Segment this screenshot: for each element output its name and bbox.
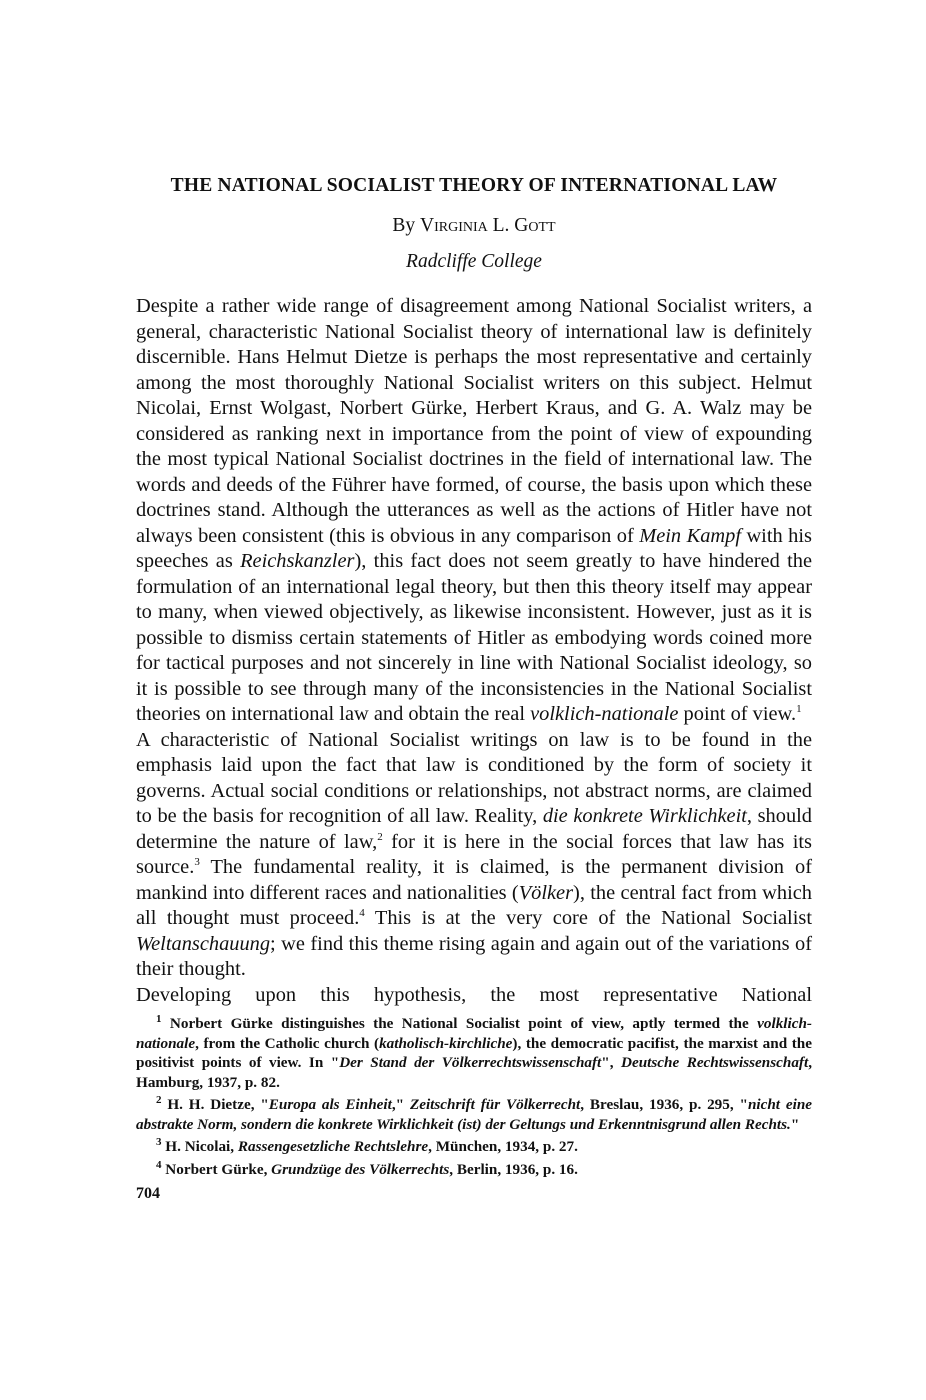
paragraph-1: Despite a rather wide range of disagreement among National Socialist writers, a general, characteristic National Socialist theory of international law is definitely discernible. Hans Helmut Dietze is perhaps the most representative and certainly among the most thoroughly National Socialist writers on this subject. Helmut Nicolai, Ernst Wolgast, Norbert Gürke, Herbert Kraus, and G. A. Walz may be considered as ranking next in importance from the point of view of expounding the most typical National Socialist doctrines in the field of international law. The words and deeds of the Führer have formed, of course, the basis upon which these doctrines stand. Although the utterances as well as the actions of Hitler have not always been consistent (this is obvious in any comparison of Mein Kampf with his speeches as Reichskanzler), this fact does not seem greatly to have hindered the formulation of an international legal theory, but then this theory itself may appear to many, when viewed objectively, as likewise inconsistent. However, just as it is possible to dismiss certain statements of Hitler as embodying words coined more for tactical purposes and not sincerely in line with National Socialist ideology, so it is possible to see through many of the inconsistencies in the National Socialist theories on international law and obtain the real volklich-nationale point of view.$^1$	[136, 295, 812, 725]
byline-prefix: By	[392, 215, 421, 236]
footnote-ref-3[interactable]: 3	[194, 856, 200, 869]
footnote-ref-1[interactable]: 1	[796, 703, 802, 716]
article-body	[136, 294, 812, 1008]
footnote-ref-4[interactable]: 4	[359, 907, 365, 920]
footnote-2: $^2$ H. H. Dietze, "Europa als Einheit," Zeitschrift für Völkerrecht, Breslau, 1936, p. 295, "nicht eine abstrakte Norm, sondern die konkrete Wirklichkeit (ist) der Geltungs und Erkenntnisgrund allen Rechts."	[136, 1093, 813, 1133]
footnote-4: $^4$ Norbert Gürke, Grundzüge des Völkerrechts, Berlin, 1936, p. 16.	[156, 1158, 578, 1178]
article-page	[136, 172, 812, 1203]
paragraph-2: A characteristic of National Socialist writings on law is to be found in the emphasis laid upon the fact that law is conditioned by the form of society it governs. Actual social conditions or relationships, not abstract norms, are claimed to be the basis for recognition of all law. Reality, die konkrete Wirklichkeit, should determine the nature of law,$^2$ for it is here in the social forces that law has its source.$^3$ The fundamental reality, it is claimed, is the permanent division of mankind into different races and nationalities (Völker), the central fact from which all thought must proceed.$^4$ This is at the very core of the National Socialist Weltanschauung; we find this theme rising again and again out of the variations of their thought.	[136, 728, 813, 980]
article-title: THE NATIONAL SOCIALIST THEORY OF INTERNATIONAL LAW	[170, 175, 778, 196]
footnote-1: $^1$ Norbert Gürke distinguishes the National Socialist point of view, aptly termed the volklich-nationale, from the Catholic church (katholisch-kirchliche), the democratic pacifist, the marxist and the positivist points of view. In "Der Stand der Völkerrechtswissenschaft", Deutsche Rechtswissenschaft, Hamburg, 1937, p. 82.	[136, 1012, 813, 1091]
affiliation: Radcliffe College	[406, 251, 542, 272]
footnote-ref-2[interactable]: 2	[377, 830, 383, 843]
paragraph-3: Developing upon this hypothesis, the most representative National	[136, 983, 812, 1006]
footnote-3: $^3$ H. Nicolai, Rassengesetzliche Rechtslehre, München, 1934, p. 27.	[156, 1135, 578, 1155]
footnotes	[136, 1014, 812, 1179]
page-number: 704	[136, 1185, 160, 1202]
byline	[136, 212, 812, 240]
author-name: Virginia L. Gott	[420, 215, 556, 236]
